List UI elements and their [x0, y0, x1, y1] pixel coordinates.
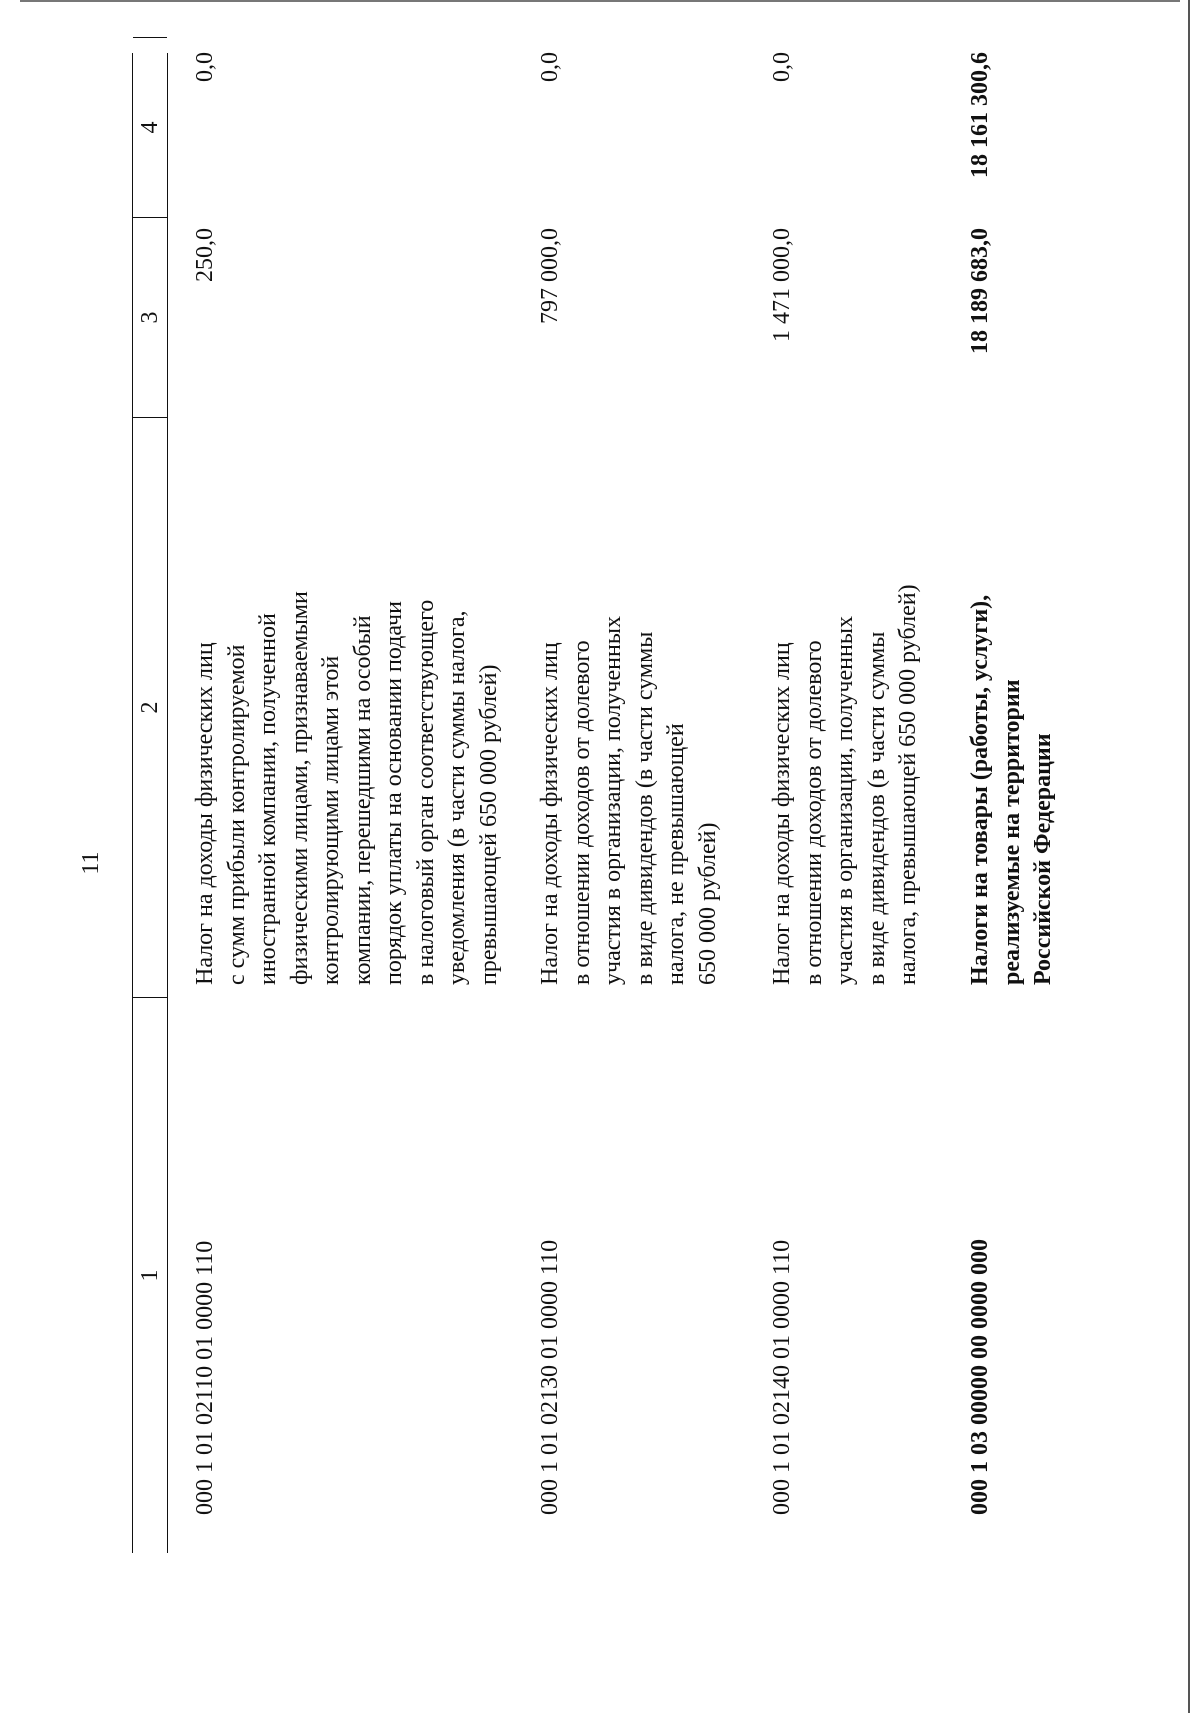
page-number: 11: [78, 851, 104, 875]
row-name-line: Налог на доходы физических лиц: [192, 642, 218, 985]
budget-table: [132, 53, 1075, 1553]
row-name: [965, 425, 1060, 985]
header-col-2: 2: [133, 418, 167, 998]
row-code: 000 1 01 02130 01 0000 110: [537, 1239, 563, 1515]
row-name-line: участия в организации, полученных: [832, 616, 858, 985]
row-name-line: реализуемые на территории: [998, 679, 1025, 985]
header-col-3: 3: [133, 218, 167, 418]
row-name-line: физическими лицами, признаваемыми: [286, 591, 313, 985]
row-name-line: Налоги на товары (работы, услуги),: [967, 594, 993, 985]
row-name-line: в налоговый орган соответствующего: [412, 599, 439, 985]
row-value-col-5: [535, 0, 567, 38]
table-row: [965, 53, 1075, 1553]
row-name-line: Налог на доходы физических лиц: [537, 642, 563, 985]
table-row: [190, 53, 535, 1553]
row-value-col-5: [767, 0, 799, 38]
table-header: [132, 53, 168, 1553]
row-value-col-5: [190, 0, 222, 38]
row-name-line: в отношении доходов от долевого: [568, 640, 595, 985]
row-code: 000 1 01 02110 01 0000 110: [192, 1240, 218, 1515]
row-name-line: иностранной компании, полученной: [255, 613, 281, 985]
row-value-col-4: 18 161 300,6: [967, 52, 993, 178]
row-name-line: контролирующими лицами этой: [318, 655, 344, 985]
row-value-col-4: 0,0: [192, 52, 218, 82]
header-col-4: 4: [133, 38, 167, 218]
row-name-line: компании, перешедшими на особый: [349, 615, 376, 985]
row-value-col-3: 1 471 000,0: [769, 228, 795, 342]
row-code: 000 1 01 02140 01 0000 110: [769, 1239, 795, 1515]
row-name: [190, 425, 505, 985]
row-name-line: в отношении доходов от долевого: [800, 640, 827, 985]
row-name: [535, 425, 724, 985]
header-col-1: 1: [137, 1269, 163, 1282]
row-value-col-5: [965, 0, 997, 38]
row-name-line: Налог на доходы физических лиц: [769, 642, 795, 985]
row-value-col-3: 797 000,0: [537, 228, 563, 324]
row-name-line: с сумм прибыли контролируемой: [223, 644, 250, 985]
row-name-line: превышающей 650 000 рублей): [475, 664, 502, 985]
row-name-line: налога, превышающей 650 000 рублей): [895, 584, 921, 985]
row-value-col-3: 250,0: [192, 228, 218, 282]
row-name-line: в виде дивидендов (в части суммы: [863, 631, 890, 985]
table-row: [767, 53, 965, 1553]
row-name-line: Российской Федерации: [1030, 733, 1056, 985]
table-row: [535, 53, 767, 1553]
row-name-line: уведомления (в части суммы налога,: [444, 610, 470, 985]
row-name-line: порядок уплаты на основании подачи: [381, 601, 407, 985]
row-value-col-3: 18 189 683,0: [967, 228, 993, 354]
row-value-col-4: 0,0: [537, 52, 563, 82]
header-col-5: [133, 0, 167, 38]
row-code: 000 1 03 00000 00 0000 000: [967, 1239, 993, 1515]
row-name-line: в виде дивидендов (в части суммы: [631, 631, 658, 985]
row-value-col-4: 0,0: [769, 52, 795, 82]
row-name-line: 650 000 рублей): [694, 822, 721, 985]
row-name-line: налога, не превышающей: [663, 723, 689, 985]
row-name: [767, 425, 925, 985]
row-name-line: участия в организации, полученных: [600, 616, 626, 985]
